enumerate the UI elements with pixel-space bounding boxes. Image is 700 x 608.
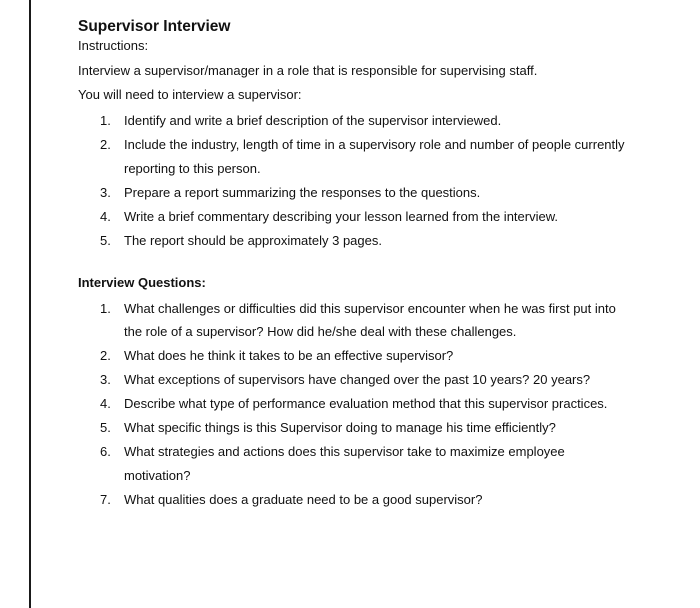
list-text: What challenges or difficulties did this supervisor encounter when he was first put into bbox=[124, 300, 616, 316]
list-text: Prepare a report summarizing the responses to the questions. bbox=[124, 184, 481, 200]
list-item-step-4 bbox=[78, 205, 678, 229]
list-item-question-4 bbox=[78, 392, 678, 416]
list-text: The report should be approximately 3 pages. bbox=[124, 232, 382, 248]
left-margin-rule bbox=[29, 0, 31, 608]
list-number: 7. bbox=[100, 491, 111, 507]
list-text: Include the industry, length of time in a supervisory role and number of people currently bbox=[124, 137, 625, 152]
list-item-step-2 bbox=[78, 133, 678, 181]
interview-questions-list bbox=[78, 297, 678, 512]
intro-paragraph-1: Interview a supervisor/manager in a role that is responsible for supervising staff. bbox=[78, 63, 538, 78]
list-item-step-3 bbox=[78, 181, 678, 205]
list-number: 3. bbox=[100, 184, 111, 200]
list-item-step-5 bbox=[78, 229, 678, 253]
list-item-question-5 bbox=[78, 416, 678, 440]
list-text: What does he think it takes to be an effective supervisor? bbox=[124, 348, 454, 363]
list-number: 1. bbox=[100, 113, 111, 128]
list-number: 1. bbox=[100, 300, 111, 316]
list-text: Write a brief commentary describing your lesson learned from the interview. bbox=[124, 208, 559, 224]
document-body bbox=[78, 16, 678, 512]
intro-paragraph-2: You will need to interview a supervisor: bbox=[78, 87, 302, 102]
list-item-step-1 bbox=[78, 109, 678, 133]
list-number: 5. bbox=[100, 232, 111, 248]
list-number: 2. bbox=[100, 137, 111, 152]
list-item-question-3 bbox=[78, 368, 678, 392]
list-item-question-6 bbox=[78, 440, 678, 488]
list-number: 3. bbox=[100, 372, 111, 387]
list-text-continued: the role of a supervisor? How did he/she deal with these challenges. bbox=[124, 324, 517, 339]
list-item-question-1 bbox=[78, 297, 678, 345]
list-text-continued: reporting to this person. bbox=[124, 160, 261, 176]
document-title: Supervisor Interview bbox=[78, 18, 231, 35]
list-text: What strategies and actions does this supervisor take to maximize employee bbox=[124, 444, 565, 459]
list-text: What specific things is this Supervisor doing to manage his time efficiently? bbox=[124, 420, 556, 435]
list-number: 5. bbox=[100, 420, 111, 435]
questions-heading: Interview Questions: bbox=[78, 274, 206, 290]
list-number: 4. bbox=[100, 396, 111, 411]
list-text: What qualities does a graduate need to be a good supervisor? bbox=[124, 491, 483, 507]
list-text: Describe what type of performance evaluation method that this supervisor practices. bbox=[124, 396, 608, 411]
list-text-continued: motivation? bbox=[124, 467, 191, 483]
instruction-steps-list bbox=[78, 109, 678, 253]
list-text: Identify and write a brief description of the supervisor interviewed. bbox=[124, 113, 502, 128]
instructions-label: Instructions: bbox=[78, 38, 149, 53]
list-number: 4. bbox=[100, 208, 111, 224]
list-number: 6. bbox=[100, 444, 111, 459]
list-item-question-2 bbox=[78, 344, 678, 368]
list-number: 2. bbox=[100, 348, 111, 363]
list-text: What exceptions of supervisors have changed over the past 10 years? 20 years? bbox=[124, 372, 591, 387]
list-item-question-7 bbox=[78, 488, 678, 512]
